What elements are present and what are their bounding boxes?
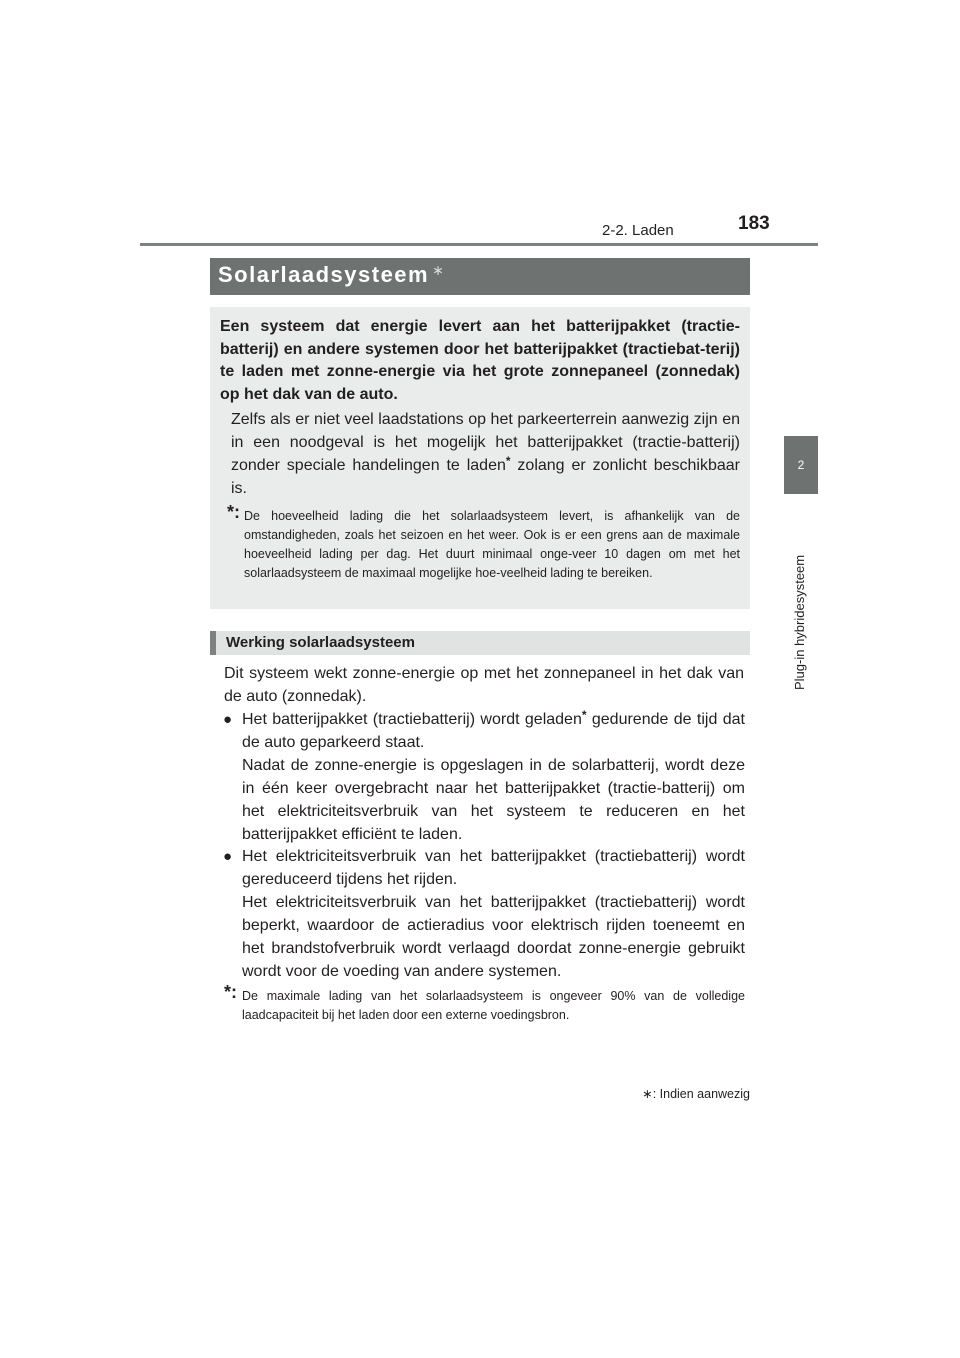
page-number: 183 <box>738 213 770 234</box>
bullet-1-body: Nadat de zonne-energie is opgeslagen in de solarbatterij, wordt deze in één keer overgebracht naar het batterijpakket (tractie-batterij) om het elektriciteitsverbruik van het systeem te reduceren en het batterijpakket efficiënt te laden. <box>242 757 745 843</box>
bullet-2: Het elektriciteitsverbruik van het batterijpakket (tractiebatterij) wordt gereduceerd tijdens het rijden. <box>242 848 745 888</box>
header-rule <box>140 243 818 246</box>
optional-marker-icon: ∗ <box>642 1087 653 1101</box>
bullet-2-body: Het elektriciteitsverbruik van het batterijpakket (tractiebatterij) wordt beperkt, waardoor de actieradius voor elektrisch rijden toeneemt en het brandstofverbruik wordt verlaagd doordat zonne-energie gebruikt wordt voor de voeding van andere systemen. <box>242 894 745 980</box>
bullet-icon: ● <box>223 711 233 728</box>
chapter-title: Plug-in hybridesysteem <box>792 554 807 690</box>
section-note-label: *: <box>224 982 237 1002</box>
intro-note-label: *: <box>227 502 240 522</box>
section-label: 2-2. Laden <box>602 222 674 239</box>
intro-body: Zelfs als er niet veel laadstations op het parkeerterrein aanwezig zijn en in een noodgeval is het mogelijk het batterijpakket (tractie-batterij) zonder speciale handelingen te laden* zolang er zonlicht beschikbaar is. <box>231 411 740 497</box>
heading-accent <box>210 631 216 655</box>
footer-note: ∗: Indien aanwezig <box>642 1087 750 1101</box>
intro-note: De hoeveelheid lading die het solarlaadsysteem levert, is afhankelijk van de omstandigheden, zoals het seizoen en het weer. Ook is er een grens aan de maximale hoeveelheid lading per dag. Het duurt minimaal onge-veer 10 dagen om met het solarlaadsysteem de maximaal mogelijke hoe-veelheid lading te bereiken. <box>244 509 740 580</box>
footnote-marker: * <box>505 454 511 468</box>
footnote-marker: * <box>581 708 587 722</box>
page-title: Solarlaadsysteem ∗ <box>218 262 446 287</box>
chapter-tab: 2 <box>784 436 818 494</box>
optional-marker-icon: ∗ <box>432 262 446 278</box>
section-paragraph: Dit systeem wekt zonne-energie op met het zonnepaneel in het dak van de auto (zonnedak). <box>224 665 744 705</box>
intro-summary: Een systeem dat energie levert aan het batterijpakket (tractie-batterij) en andere systemen door het batterijpakket (tractiebat-terij) te laden met zonne-energie via het grote zonnepaneel (zonnedak) op het dak van de auto. <box>220 318 740 403</box>
bullet-icon: ● <box>223 848 233 865</box>
page-title-bar <box>210 258 750 295</box>
section-heading-bar <box>210 631 750 655</box>
section-heading: Werking solarlaadsysteem <box>226 634 415 651</box>
section-note: De maximale lading van het solarlaadsysteem is ongeveer 90% van de volledige laadcapaciteit bij het laden door een externe voedingsbron. <box>242 989 745 1022</box>
bullet-1: Het batterijpakket (tractiebatterij) wordt geladen* gedurende de tijd dat de auto geparkeerd staat. <box>242 708 745 751</box>
